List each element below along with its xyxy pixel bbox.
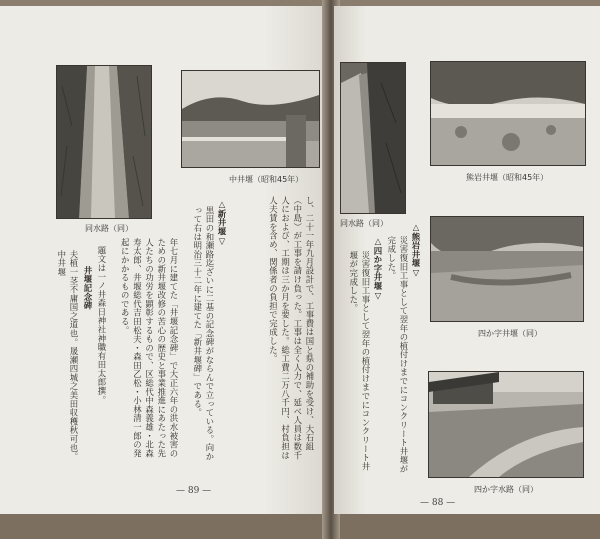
text-column-b: 黒田の和瀬路迄ざいに二基の記念碑がならんで立っている。向かって右は明治三十二年に建てた「新井堰碑」である。: [192, 206, 215, 461]
caption-kumaiwa: 熊岩井堰（昭和45年）: [466, 173, 549, 182]
heading-shikaji: △四か字井堰▽: [373, 236, 383, 301]
text-column-a: し、二十一年九月設計で、工事費は国と県の補助を受け、大石組（中島）が工事を請け負った。工事は全く人力で、延べ人員は数千人におよび、工期は三か月を要した。総工費二万八千円、村負担は人夫賃を含め、関係者の負担で完成した。: [268, 196, 315, 460]
text-column-shikaji: 災害復旧工事として翌年の植付けまでにコンクリート井堰が完成した。: [348, 251, 371, 471]
text-column-kumaiwa: 災害復旧工事として翌年の植付けまでにコンクリート井堰が完成した。: [386, 236, 409, 474]
right-page: [334, 6, 600, 514]
photo-weir: [181, 70, 320, 168]
photo-channel: [56, 65, 152, 219]
table-surface: [0, 514, 600, 539]
caption-shikaji-weir: 四か字井堰（同）: [478, 329, 542, 338]
heading-new-weir: △新井堰▽: [217, 199, 227, 247]
page-number-left: — 89 —: [176, 486, 212, 496]
heading-kumaiwa: △熊岩井堰▽: [411, 222, 421, 278]
caption-weir: 中井堰（昭和45年）: [229, 175, 304, 184]
photo-kumaiwa-weir: [430, 61, 586, 166]
text-column-c: 年七月に建てた「井堰記念碑」で大正六年の洪水被害のための新井堰改修の苦心の歴史と事業推進にあたった先人たちの功労を顕彰するもので、区総代中森義雄・北森寿太郎、井堰総代吉田松夫・森田乙松・小林清一郎の発起にかかるものである。: [120, 238, 179, 458]
photo-shikaji-weir: [430, 216, 584, 322]
photo-shikaji-channel: [428, 371, 584, 478]
caption-channel: 同水路（同）: [85, 224, 133, 233]
text-column-e: 夫植一茎不庸国之道也。晟瀬四城之美田収穫秋可也。中井堰: [56, 250, 79, 461]
heading-memorial: 井堰記念碑: [83, 266, 93, 310]
left-page: [0, 6, 330, 514]
caption-shikaji-channel: 四か字水路（同）: [474, 485, 538, 494]
photo-left-channel: [340, 62, 406, 214]
page-number-right: — 88 —: [420, 498, 456, 508]
caption-left-channel: 同水路（同）: [340, 219, 388, 228]
text-column-d: 題文は一ノ井森日神社神職有田太郎撰。: [97, 246, 107, 405]
